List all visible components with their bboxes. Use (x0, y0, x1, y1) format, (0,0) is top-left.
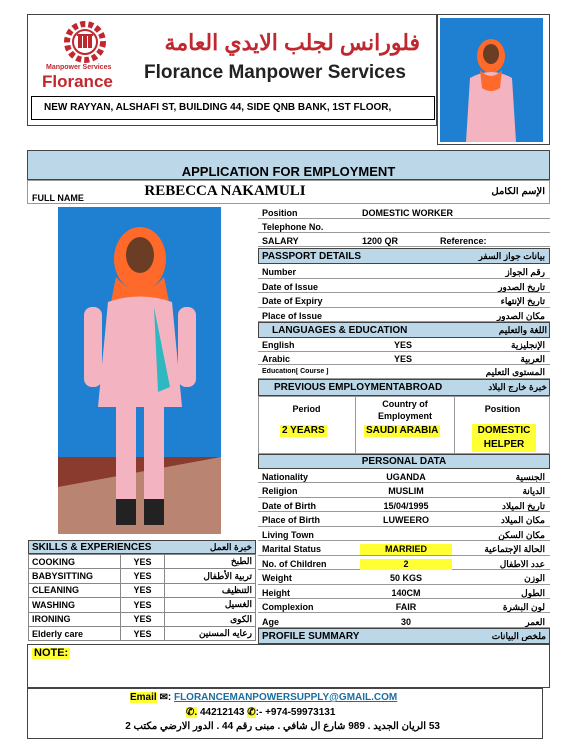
passport-row-label: Date of Expiry (262, 297, 323, 306)
skill-value: YES (121, 569, 165, 583)
personal-row-label: Place of Birth (262, 516, 321, 526)
skill-row (29, 626, 256, 640)
footer-phone-line: ✆. 44212143 ✆:- +974-59973131 (186, 707, 336, 718)
passport-row-label: Date of Issue (262, 282, 319, 292)
position-label: Position (262, 209, 298, 218)
personal-row-value: MARRIED (360, 544, 452, 555)
country-value: SAUDI ARABIA (366, 425, 439, 436)
language-row-arabic: العربية (520, 354, 545, 364)
language-row-label: English (262, 341, 295, 350)
company-title-english: Florance Manpower Services (144, 62, 406, 83)
reference-label: Reference: (440, 237, 487, 246)
summary-title-arabic: ملخص البيانات (491, 632, 546, 641)
personal-row-arabic: الديانة (522, 487, 545, 497)
phone-icon: ✆. (186, 707, 198, 718)
skill-arabic: الكوى (165, 612, 256, 626)
skill-arabic: الطبخ (165, 555, 256, 569)
note-label: NOTE: (34, 648, 69, 659)
company-title-arabic: فلورانس لجلب الايدي العامة (164, 30, 420, 55)
applicant-portrait-icon (440, 18, 543, 142)
languages-title: LANGUAGES & EDUCATION (272, 326, 408, 336)
passport-row-label: Place of Issue (262, 311, 323, 321)
personal-row-label: Living Town (262, 530, 314, 540)
personal-row-value: LUWEERO (383, 515, 429, 526)
skill-label: COOKING (29, 555, 121, 569)
previous-title-arabic: خبرة خارج البلاد (488, 383, 547, 392)
personal-row-arabic: الحالة الإجتماعية (484, 545, 545, 555)
skill-value: YES (121, 626, 165, 640)
skill-arabic: تربية الأطفال (165, 569, 256, 583)
mobile-icon: ✆ (247, 707, 256, 718)
personal-row-label: Complexion (262, 603, 314, 613)
personal-row-arabic: العمر (525, 617, 545, 627)
company-logo (40, 20, 130, 90)
country-label: Country of Employment (377, 399, 432, 421)
previous-title: PREVIOUS EMPLOYMENTABROAD (274, 383, 443, 393)
phone-1: 44212143 (199, 707, 245, 718)
personal-row-value: UGANDA (386, 472, 426, 482)
full-name-value: REBECCA NAKAMULI (144, 183, 306, 199)
main-photo (58, 207, 221, 534)
summary-title: PROFILE SUMMARY (262, 632, 360, 642)
position-value: DOMESTIC WORKER (362, 209, 453, 218)
personal-row-value: 2 (360, 559, 452, 570)
phone-2: +974-59973131 (265, 707, 336, 718)
skill-label: CLEANING (29, 583, 121, 597)
language-row-label: Arabic (262, 354, 291, 364)
passport-row-arabic: مكان الصدور (496, 311, 545, 321)
personal-row-label: Religion (262, 487, 298, 497)
skill-row (29, 598, 256, 612)
passport-row-arabic: تاريخ الإنتهاء (500, 297, 545, 306)
salary-label: SALARY (262, 237, 299, 246)
company-address: NEW RAYYAN, ALSHAFI ST, BUILDING 44, SIDE QNB BANK, 1ST FLOOR, (44, 102, 392, 113)
skill-row (29, 612, 256, 626)
skill-value: YES (121, 583, 165, 597)
personal-row-value: MUSLIM (388, 486, 424, 497)
skills-table (28, 554, 256, 641)
skill-label: IRONING (29, 612, 121, 626)
personal-row-label: Age (262, 617, 280, 627)
personal-row-arabic: الوزن (524, 574, 545, 584)
language-row-label: Education[ Course ] (262, 368, 329, 375)
personal-row-arabic: الجنسية (515, 473, 545, 482)
passport-title: PASSPORT DETAILS (262, 252, 362, 262)
personal-row-arabic: مكان الميلاد (500, 516, 545, 526)
personal-row-value: 15/04/1995 (383, 500, 429, 511)
personal-row-arabic: الطول (521, 588, 545, 598)
language-row-value: YES (394, 341, 413, 350)
email-label: Email (130, 692, 157, 703)
previous-divider-1 (355, 396, 356, 454)
passport-title-arabic: بيانات جواز السفر (478, 252, 545, 261)
full-name-label: FULL NAME (32, 194, 84, 203)
skill-value: YES (121, 598, 165, 612)
email-address[interactable]: FLORANCEMANPOWERSUPPLY@GMAIL.COM (173, 692, 398, 703)
personal-row-label: Marital Status (262, 545, 322, 555)
personal-row-label: Height (262, 588, 290, 598)
personal-row-value: 30 (400, 616, 411, 627)
skills-title: SKILLS & EXPERIENCES (32, 543, 152, 553)
personal-row-value: FAIR (395, 602, 417, 613)
personal-row-label: Nationality (262, 473, 309, 482)
language-row-arabic: المستوى التعليم (485, 368, 545, 377)
applicant-fullbody-icon (58, 207, 221, 534)
skill-arabic: التنظيف (165, 583, 256, 597)
language-row-value: YES (394, 354, 413, 364)
note-frame (27, 644, 550, 688)
period-label: Period (292, 405, 321, 414)
language-row-arabic: الإنجليزية (511, 341, 545, 350)
passport-row-label: Number (262, 268, 297, 277)
skill-arabic: رعايه المسنين (165, 626, 256, 640)
skill-row (29, 555, 256, 569)
form-title: APPLICATION FOR EMPLOYMENT (181, 164, 396, 179)
logo-word: Florance (42, 72, 113, 91)
skill-row (29, 583, 256, 597)
prev-position-value: DOMESTIC HELPER (472, 424, 536, 452)
personal-row-arabic: عدد الأطفال (499, 559, 545, 569)
skill-label: BABYSITTING (29, 569, 121, 583)
personal-row-value (360, 530, 452, 532)
header-photo (440, 18, 543, 142)
skill-value: YES (121, 612, 165, 626)
footer-address-arabic: 53 الريان الجديد . 989 شارع ال شافي . مبنى رقم 44 . الدور الارضي مكتب 2 (125, 721, 440, 732)
personal-row-arabic: تاريخ الميلاد (502, 501, 545, 511)
languages-title-arabic: اللغة والتعليم (498, 326, 547, 335)
personal-row-arabic: لون البشرة (502, 603, 545, 613)
logo-tagline: Manpower Services (46, 64, 112, 71)
skill-label: Elderly care (29, 626, 121, 640)
email-icon: ✉: (159, 692, 172, 703)
skill-row (29, 569, 256, 583)
personal-row-label: Date of Birth (262, 501, 316, 511)
personal-row-arabic: مكان السكن (498, 530, 545, 540)
personal-row-value: 50 KGS (389, 573, 422, 584)
skill-value: YES (121, 555, 165, 569)
passport-row-arabic: تاريخ الصدور (498, 282, 545, 292)
prev-position-label: Position (484, 405, 521, 414)
passport-row-arabic: رقم الجواز (505, 268, 545, 277)
footer-email-line (130, 692, 397, 703)
row-salary (258, 233, 550, 247)
full-name-arabic: الإسم الكامل (491, 187, 545, 197)
skill-label: WASHING (29, 598, 121, 612)
period-value: 2 YEARS (282, 425, 325, 436)
personal-row-label: Weight (262, 574, 292, 584)
personal-row-value: 140CM (391, 587, 421, 598)
telephone-label: Telephone No. (262, 223, 324, 232)
salary-value: 1200 QR (362, 237, 399, 246)
personal-row-label: No. of Children (262, 559, 327, 569)
personal-title: PERSONAL DATA (361, 457, 447, 467)
skill-arabic: الغسيل (165, 598, 256, 612)
skills-title-arabic: خبرة العمل (209, 543, 252, 552)
